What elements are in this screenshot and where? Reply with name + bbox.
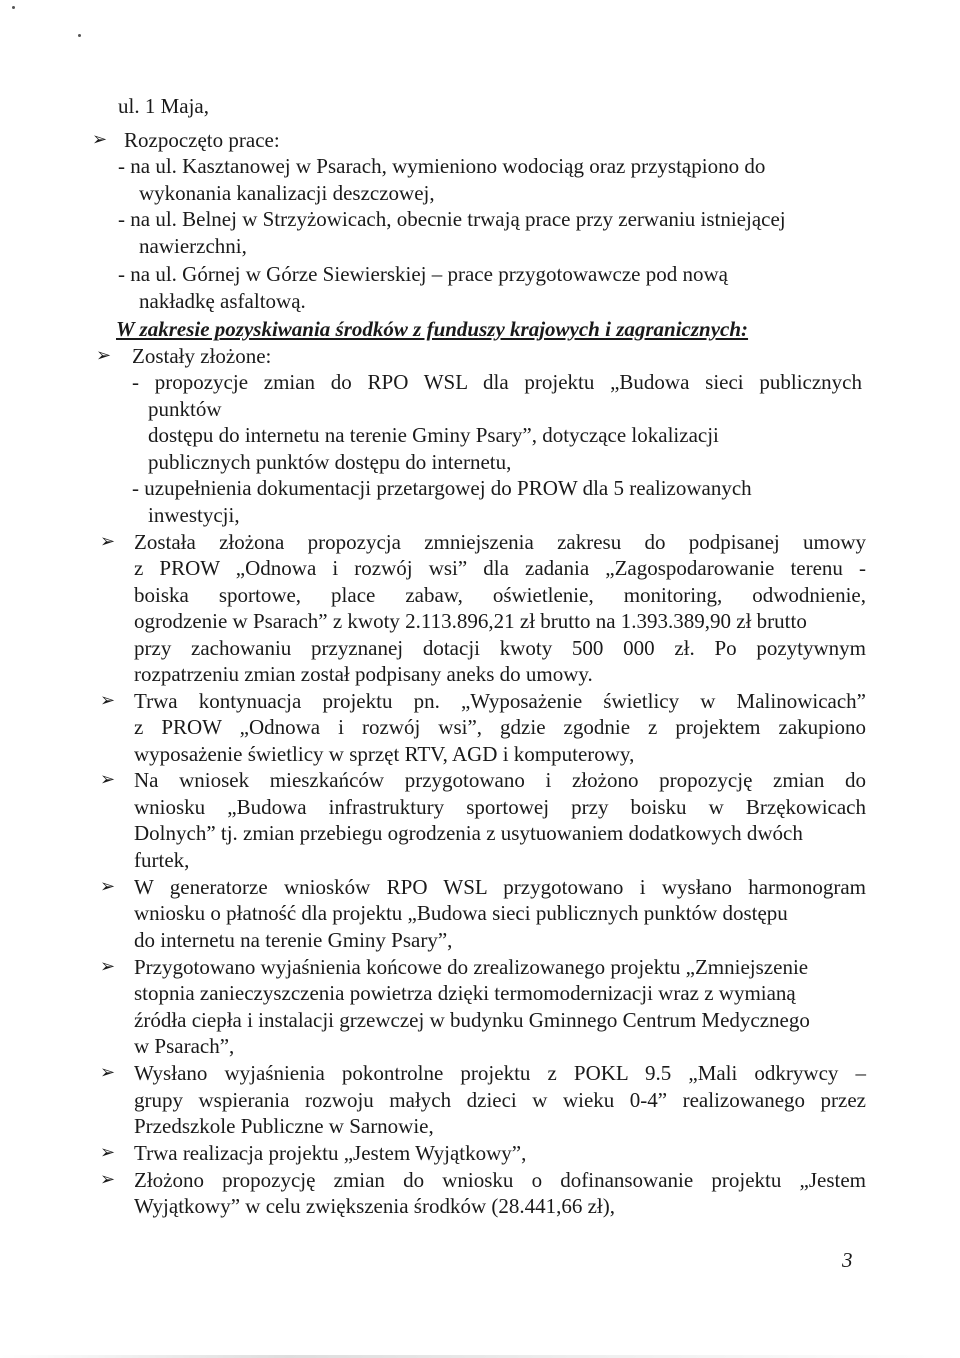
arrow-bullet-icon: ➢	[100, 1062, 116, 1083]
text-line: Dolnych” tj. zmian przebiegu ogrodzenia z usytuowaniem dodatkowych dwóch	[134, 821, 803, 845]
text-line: Na wniosek mieszkańców przygotowano i złożono propozycję zmian do	[134, 768, 866, 792]
text-line: z PROW „Odnowa i rozwój wsi” dla zadania „Zagospodarowanie terenu -	[134, 556, 866, 580]
text-line: inwestycji,	[148, 503, 240, 527]
text-line: Zostały złożone:	[132, 344, 272, 368]
text-line: grupy wspierania rozwoju małych dzieci w wieku 0-4” realizowanego przez	[134, 1088, 866, 1112]
text-line: przy zachowaniu przyznanej dotacji kwoty 500 000 zł. Po pozytywnym	[134, 636, 866, 660]
text-line: Przygotowano wyjaśnienia końcowe do zrealizowanego projektu „Zmniejszenie	[134, 955, 809, 979]
arrow-bullet-icon: ➢	[100, 956, 116, 977]
text-line: Rozpoczęto prace:	[124, 128, 280, 152]
text-line: Przedszkole Publiczne w Sarnowie,	[134, 1114, 434, 1138]
text-line: ul. 1 Maja,	[118, 94, 209, 118]
text-line: - propozycje zmian do RPO WSL dla projektu „Budowa sieci publicznych	[132, 370, 862, 394]
text-line: - na ul. Kasztanowej w Psarach, wymieniono wodociąg oraz przystąpiono do	[118, 154, 766, 178]
text-line: W generatorze wniosków RPO WSL przygotowano i wysłano harmonogram	[134, 875, 866, 899]
text-line: - na ul. Belnej w Strzyżowicach, obecnie trwają prace przy zerwaniu istniejącej	[118, 207, 786, 231]
arrow-bullet-icon: ➢	[100, 769, 116, 790]
text-line: Została złożona propozycja zmniejszenia zakresu do podpisanej umowy	[134, 530, 866, 554]
text-line: publicznych punktów dostępu do internetu,	[148, 450, 512, 474]
text-line: wniosku o płatność dla projektu „Budowa sieci publicznych punktów dostępu	[134, 901, 788, 925]
text-line: Trwa realizacja projektu „Jestem Wyjątkowy”,	[134, 1141, 527, 1165]
text-line: nawierzchni,	[139, 234, 247, 258]
arrow-bullet-icon: ➢	[100, 876, 116, 897]
text-line: - uzupełnienia dokumentacji przetargowej do PROW dla 5 realizowanych	[132, 476, 752, 500]
text-line: do internetu na terenie Gminy Psary”,	[134, 928, 453, 952]
text-line: rozpatrzeniu zmian został podpisany aneks do umowy.	[134, 662, 593, 686]
text-line: Wysłano wyjaśnienia pokontrolne projektu z POKL 9.5 „Mali odkrywcy –	[134, 1061, 866, 1085]
text-line: wyposażenie świetlicy w sprzęt RTV, AGD i komputerowy,	[134, 742, 635, 766]
arrow-bullet-icon: ➢	[96, 345, 112, 366]
text-line: w Psarach”,	[134, 1034, 235, 1058]
text-line: - na ul. Górnej w Górze Siewierskiej – prace przygotowawcze pod nową	[118, 262, 728, 286]
text-line: nakładkę asfaltową.	[139, 289, 306, 313]
text-line: boiska sportowe, place zabaw, oświetlenie, monitoring, odwodnienie,	[134, 583, 866, 607]
scan-speck	[78, 34, 81, 37]
text-line: z PROW „Odnowa i rozwój wsi”, gdzie zgodnie z projektem zakupiono	[134, 715, 866, 739]
scan-speck	[12, 6, 15, 9]
arrow-bullet-icon: ➢	[100, 1142, 116, 1163]
text-line: ogrodzenie w Psarach” z kwoty 2.113.896,21 zł brutto na 1.393.389,90 zł brutto	[134, 609, 807, 633]
arrow-bullet-icon: ➢	[100, 690, 116, 711]
text-line: Wyjątkowy” w celu zwiększenia środków (28.441,66 zł),	[134, 1194, 616, 1218]
text-line: punktów	[148, 397, 222, 421]
arrow-bullet-icon: ➢	[100, 531, 116, 552]
text-line: źródła ciepła i instalacji grzewczej w budynku Gminnego Centrum Medycznego	[134, 1008, 810, 1032]
arrow-bullet-icon: ➢	[92, 129, 108, 150]
text-line: wniosku „Budowa infrastruktury sportowej przy boisku w Brzękowicach	[134, 795, 866, 819]
page-number: 3	[842, 1248, 853, 1272]
text-line: wykonania kanalizacji deszczowej,	[139, 181, 435, 205]
arrow-bullet-icon: ➢	[100, 1169, 116, 1190]
text-line: stopnia zanieczyszczenia powietrza dzięki termomodernizacji wraz z wymianą	[134, 981, 796, 1005]
text-line: furtek,	[134, 848, 190, 872]
text-line: Złożono propozycję zmian do wniosku o dofinansowanie projektu „Jestem	[134, 1168, 866, 1192]
text-line: dostępu do internetu na terenie Gminy Psary”, dotyczące lokalizacji	[148, 423, 719, 447]
section-heading: W zakresie pozyskiwania środków z funduszy krajowych i zagranicznych:	[116, 317, 749, 341]
text-line: Trwa kontynuacja projektu pn. „Wyposażenie świetlicy w Malinowicach”	[134, 689, 866, 713]
